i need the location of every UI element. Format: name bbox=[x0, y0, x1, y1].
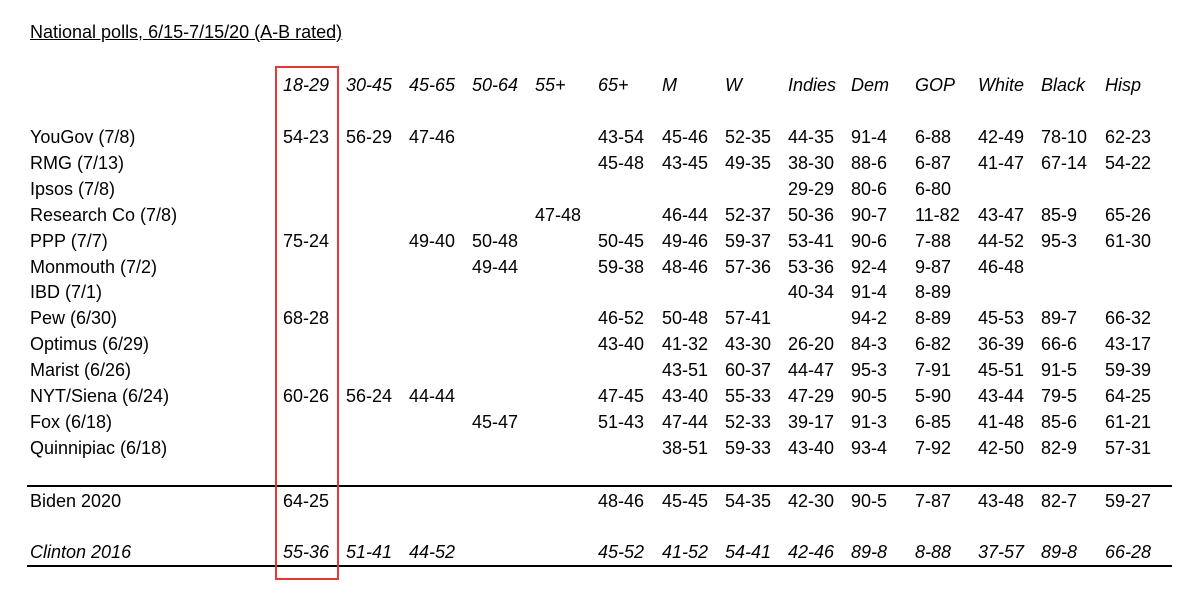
column-header-Indies: Indies bbox=[788, 75, 837, 95]
poll-value: 91-5 bbox=[1041, 360, 1078, 381]
summary-value: 43-48 bbox=[978, 491, 1025, 511]
poll-value: 60-26 bbox=[283, 386, 330, 406]
column-header-Black: Black bbox=[1041, 75, 1086, 95]
table-title: National polls, 6/15-7/15/20 (A-B rated) bbox=[30, 22, 343, 42]
poll-value: 45-53 bbox=[978, 308, 1025, 329]
poll-value: 47-48 bbox=[535, 204, 582, 225]
poll-value: 29-29 bbox=[788, 178, 835, 199]
poll-value: 52-33 bbox=[725, 411, 772, 432]
poll-name: YouGov (7/8) bbox=[30, 127, 136, 147]
poll-value: 6-85 bbox=[915, 411, 952, 432]
summary-value: 41-52 bbox=[662, 542, 709, 562]
poll-value: 64-25 bbox=[1105, 386, 1152, 406]
poll-value: 75-24 bbox=[283, 230, 330, 251]
summary-value: 8-88 bbox=[915, 542, 952, 562]
poll-value: 61-21 bbox=[1105, 411, 1152, 432]
poll-value: 91-4 bbox=[851, 282, 888, 303]
poll-value: 90-6 bbox=[851, 230, 888, 251]
column-header-55plus: 55+ bbox=[535, 75, 566, 95]
summary-value: 42-30 bbox=[788, 491, 835, 511]
column-header-18-29: 18-29 bbox=[283, 75, 330, 95]
poll-value: 26-20 bbox=[788, 334, 835, 355]
poll-value: 66-6 bbox=[1041, 334, 1078, 355]
summary-value: 89-8 bbox=[1041, 542, 1078, 562]
poll-value: 55-33 bbox=[725, 386, 772, 406]
poll-value: 56-29 bbox=[346, 127, 393, 147]
poll-value: 6-80 bbox=[915, 178, 952, 199]
poll-value: 42-50 bbox=[978, 437, 1025, 458]
poll-value: 93-4 bbox=[851, 437, 888, 458]
summary-value: 44-52 bbox=[409, 542, 456, 562]
poll-value: 48-46 bbox=[662, 256, 709, 277]
summary-value: 51-41 bbox=[346, 542, 393, 562]
poll-value: 43-30 bbox=[725, 334, 772, 355]
poll-name: Quinnipiac (6/18) bbox=[30, 437, 168, 458]
poll-value: 45-46 bbox=[662, 127, 709, 147]
poll-value: 57-41 bbox=[725, 308, 772, 329]
poll-value: 66-32 bbox=[1105, 308, 1152, 329]
poll-value: 50-48 bbox=[662, 308, 709, 329]
poll-value: 47-29 bbox=[788, 386, 835, 406]
poll-name: Research Co (7/8) bbox=[30, 204, 178, 225]
poll-value: 57-36 bbox=[725, 256, 772, 277]
poll-value: 84-3 bbox=[851, 334, 888, 355]
poll-value: 43-54 bbox=[598, 127, 645, 147]
poll-value: 49-46 bbox=[662, 230, 709, 251]
poll-value: 59-37 bbox=[725, 230, 772, 251]
poll-value: 85-6 bbox=[1041, 411, 1078, 432]
poll-value: 60-37 bbox=[725, 360, 772, 381]
summary-value: 55-36 bbox=[283, 542, 330, 562]
poll-value: 42-49 bbox=[978, 127, 1025, 147]
poll-value: 92-4 bbox=[851, 256, 888, 277]
poll-value: 89-7 bbox=[1041, 308, 1078, 329]
poll-value: 43-51 bbox=[662, 360, 709, 381]
column-header-White: White bbox=[978, 75, 1025, 95]
poll-value: 8-89 bbox=[915, 308, 952, 329]
summary-value: 48-46 bbox=[598, 491, 645, 511]
poll-value: 79-5 bbox=[1041, 386, 1078, 406]
summary-value: 59-27 bbox=[1105, 491, 1152, 511]
column-header-30-45: 30-45 bbox=[346, 75, 393, 95]
summary-value: 37-57 bbox=[978, 542, 1025, 562]
poll-value: 44-35 bbox=[788, 127, 835, 147]
poll-value: 49-35 bbox=[725, 152, 772, 173]
poll-value: 43-45 bbox=[662, 152, 709, 173]
summary-value: 90-5 bbox=[851, 491, 888, 511]
poll-value: 5-90 bbox=[915, 386, 952, 406]
poll-value: 52-35 bbox=[725, 127, 772, 147]
poll-value: 46-52 bbox=[598, 308, 645, 329]
poll-value: 54-23 bbox=[283, 127, 330, 147]
poll-value: 56-24 bbox=[346, 386, 393, 406]
poll-value: 36-39 bbox=[978, 334, 1025, 355]
poll-value: 38-30 bbox=[788, 152, 835, 173]
poll-value: 85-9 bbox=[1041, 204, 1078, 225]
poll-value: 82-9 bbox=[1041, 437, 1078, 458]
poll-value: 49-44 bbox=[472, 256, 519, 277]
poll-value: 53-41 bbox=[788, 230, 835, 251]
summary-name: Clinton 2016 bbox=[30, 542, 132, 562]
poll-value: 51-43 bbox=[598, 411, 645, 432]
poll-value: 50-36 bbox=[788, 204, 835, 225]
poll-value: 52-37 bbox=[725, 204, 772, 225]
poll-value: 78-10 bbox=[1041, 127, 1088, 147]
column-header-Dem: Dem bbox=[851, 75, 890, 95]
poll-value: 43-44 bbox=[978, 386, 1025, 406]
summary-value: 7-87 bbox=[915, 491, 952, 511]
summary-value: 54-35 bbox=[725, 491, 772, 511]
summary-value: 89-8 bbox=[851, 542, 888, 562]
column-header-65plus: 65+ bbox=[598, 75, 629, 95]
poll-name: IBD (7/1) bbox=[30, 282, 103, 303]
poll-value: 6-82 bbox=[915, 334, 952, 355]
poll-value: 95-3 bbox=[1041, 230, 1078, 251]
poll-value: 50-48 bbox=[472, 230, 519, 251]
poll-value: 44-52 bbox=[978, 230, 1025, 251]
poll-value: 91-4 bbox=[851, 127, 888, 147]
poll-value: 44-44 bbox=[409, 386, 456, 406]
poll-value: 46-48 bbox=[978, 256, 1025, 277]
poll-value: 53-36 bbox=[788, 256, 835, 277]
poll-value: 43-40 bbox=[788, 437, 835, 458]
poll-name: NYT/Siena (6/24) bbox=[30, 386, 170, 406]
poll-value: 47-44 bbox=[662, 411, 709, 432]
poll-value: 47-46 bbox=[409, 127, 456, 147]
poll-value: 11-82 bbox=[915, 204, 960, 225]
poll-value: 54-22 bbox=[1105, 152, 1152, 173]
poll-name: Ipsos (7/8) bbox=[30, 178, 116, 199]
poll-name: Monmouth (7/2) bbox=[30, 256, 158, 277]
poll-value: 6-88 bbox=[915, 127, 952, 147]
poll-value: 44-47 bbox=[788, 360, 835, 381]
summary-value: 54-41 bbox=[725, 542, 772, 562]
summary-value: 64-25 bbox=[283, 491, 330, 511]
column-header-Hisp: Hisp bbox=[1105, 75, 1142, 95]
poll-value: 45-47 bbox=[472, 411, 519, 432]
poll-value: 43-40 bbox=[662, 386, 709, 406]
poll-value: 61-30 bbox=[1105, 230, 1152, 251]
poll-name: RMG (7/13) bbox=[30, 152, 125, 173]
poll-value: 88-6 bbox=[851, 152, 888, 173]
poll-value: 6-87 bbox=[915, 152, 952, 173]
poll-value: 50-45 bbox=[598, 230, 645, 251]
poll-value: 41-47 bbox=[978, 152, 1025, 173]
poll-value: 47-45 bbox=[598, 386, 645, 406]
poll-value: 46-44 bbox=[662, 204, 709, 225]
poll-value: 80-6 bbox=[851, 178, 888, 199]
summary-value: 66-28 bbox=[1105, 542, 1152, 562]
poll-value: 45-51 bbox=[978, 360, 1025, 381]
poll-value: 59-33 bbox=[725, 437, 772, 458]
poll-value: 9-87 bbox=[915, 256, 952, 277]
poll-value: 8-89 bbox=[915, 282, 952, 303]
poll-value: 59-39 bbox=[1105, 360, 1152, 381]
poll-value: 43-47 bbox=[978, 204, 1025, 225]
poll-value: 57-31 bbox=[1105, 437, 1152, 458]
summary-value: 42-46 bbox=[788, 542, 835, 562]
poll-value: 62-23 bbox=[1105, 127, 1152, 147]
summary-value: 82-7 bbox=[1041, 491, 1078, 511]
poll-value: 49-40 bbox=[409, 230, 456, 251]
poll-value: 41-32 bbox=[662, 334, 709, 355]
poll-value: 94-2 bbox=[851, 308, 888, 329]
poll-value: 7-88 bbox=[915, 230, 952, 251]
poll-value: 7-92 bbox=[915, 437, 952, 458]
poll-value: 39-17 bbox=[788, 411, 835, 432]
summary-divider bbox=[27, 485, 1172, 487]
poll-name: PPP (7/7) bbox=[30, 230, 108, 251]
poll-value: 41-48 bbox=[978, 411, 1025, 432]
table-bottom-rule bbox=[27, 565, 1172, 567]
summary-value: 45-45 bbox=[662, 491, 709, 511]
poll-value: 40-34 bbox=[788, 282, 835, 303]
column-header-GOP: GOP bbox=[915, 75, 956, 95]
poll-value: 59-38 bbox=[598, 256, 645, 277]
poll-value: 65-26 bbox=[1105, 204, 1152, 225]
column-header-50-64: 50-64 bbox=[472, 75, 519, 95]
column-header-45-65: 45-65 bbox=[409, 75, 456, 95]
column-header-M: M bbox=[662, 75, 677, 95]
poll-name: Marist (6/26) bbox=[30, 360, 132, 381]
poll-value: 45-48 bbox=[598, 152, 645, 173]
summary-name: Biden 2020 bbox=[30, 491, 122, 511]
poll-value: 68-28 bbox=[283, 308, 330, 329]
poll-value: 67-14 bbox=[1041, 152, 1088, 173]
poll-value: 90-7 bbox=[851, 204, 888, 225]
poll-name: Pew (6/30) bbox=[30, 308, 118, 329]
poll-value: 90-5 bbox=[851, 386, 888, 406]
poll-value: 38-51 bbox=[662, 437, 709, 458]
poll-value: 43-40 bbox=[598, 334, 645, 355]
age-18-29-highlight-box bbox=[275, 66, 339, 580]
summary-value: 45-52 bbox=[598, 542, 645, 562]
poll-value: 95-3 bbox=[851, 360, 888, 381]
poll-value: 91-3 bbox=[851, 411, 888, 432]
column-header-W: W bbox=[725, 75, 742, 95]
poll-value: 7-91 bbox=[915, 360, 952, 381]
poll-value: 43-17 bbox=[1105, 334, 1152, 355]
poll-name: Fox (6/18) bbox=[30, 411, 113, 432]
poll-name: Optimus (6/29) bbox=[30, 334, 150, 355]
